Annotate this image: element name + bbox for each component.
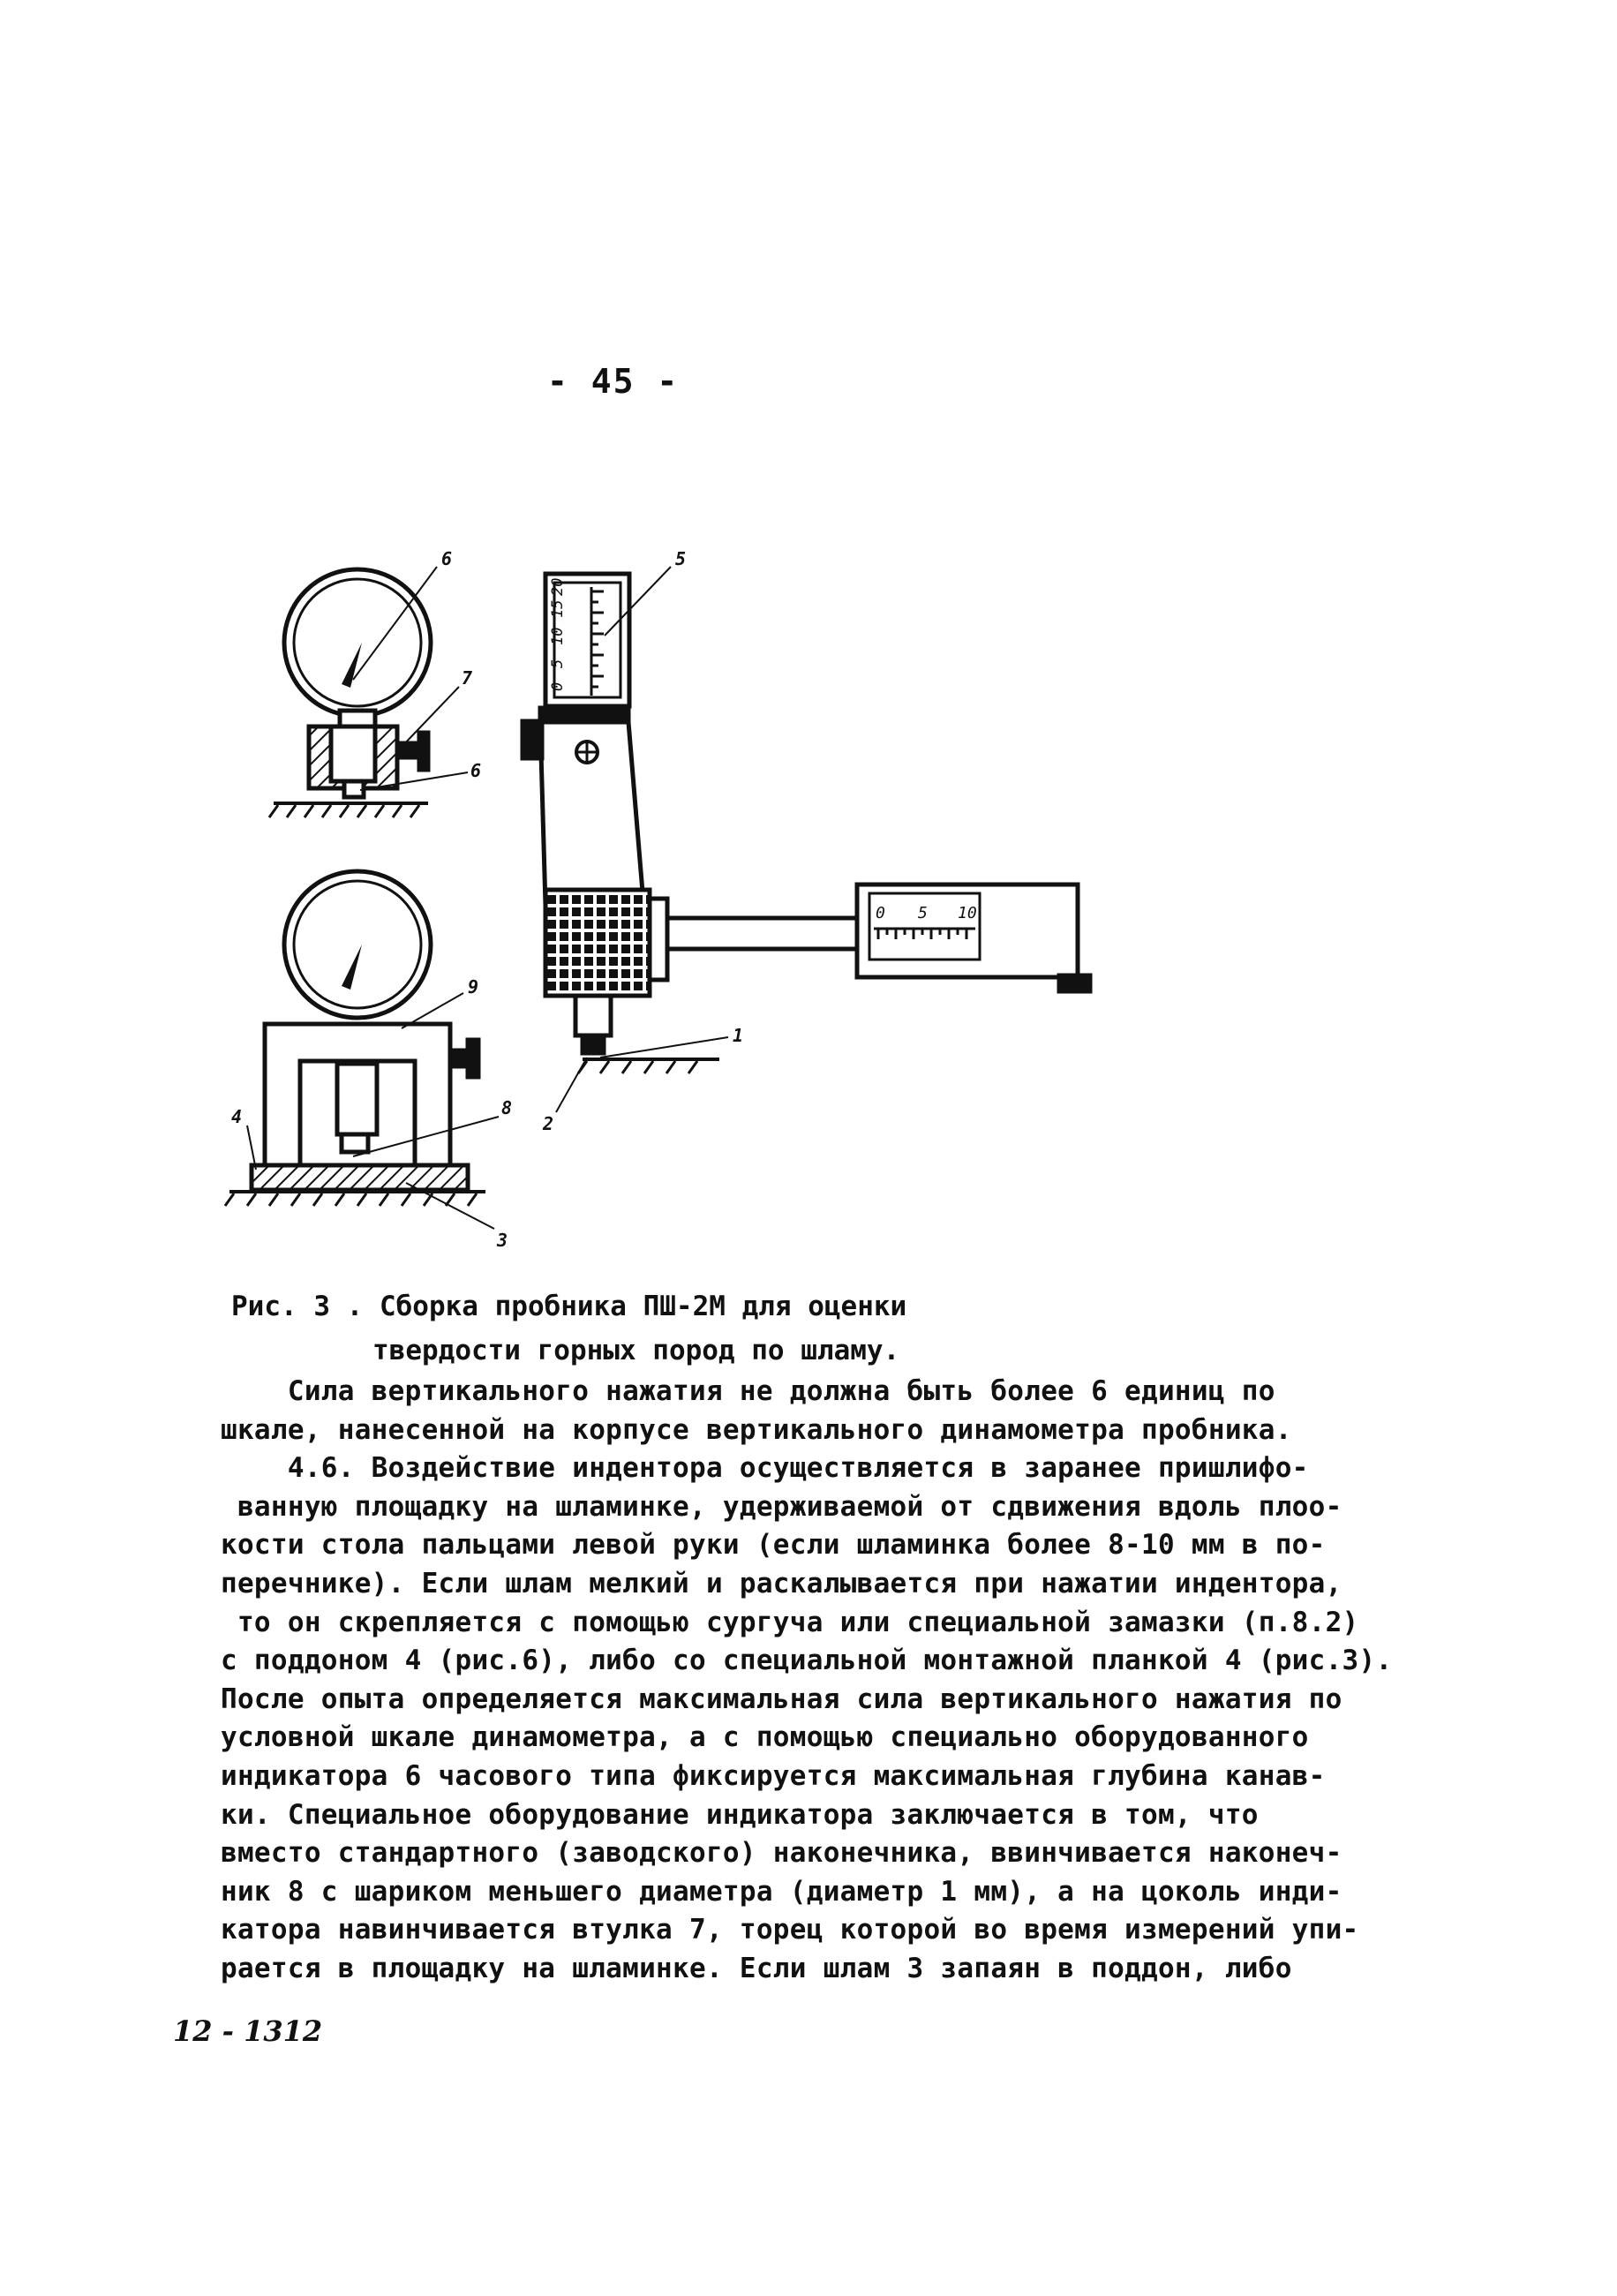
body-line: После опыта определяется максимальная сила вертикального нажатия по	[221, 1682, 1342, 1715]
caption-line-1: Рис. 3 . Сборка пробника ПШ-2М для оценки	[231, 1291, 907, 1322]
figure-label-6-top: 6	[441, 548, 453, 569]
vertical-scale-numbers	[549, 578, 567, 691]
body-line: с поддоном 4 (рис.6), либо со специальной монтажной планкой 4 (рис.3).	[221, 1645, 1393, 1677]
body-line: ник 8 с шариком меньшего диаметра (диаметр 1 мм), а на цоколь инди-	[221, 1875, 1342, 1908]
body-line: ванную площадку на шламинке, удерживаемой от сдвижения вдоль плоо-	[221, 1490, 1342, 1523]
body-line: перечнике). Если шлам мелкий и раскалывается при нажатии индентора,	[221, 1567, 1342, 1600]
caption-line-2: твердости горных пород по шламу.	[372, 1335, 900, 1366]
figure-label-3: 3	[497, 1230, 508, 1251]
body-line: катора навинчивается втулка 7, торец которой во время измерений упи-	[221, 1914, 1359, 1946]
body-line: 4.6. Воздействие индентора осуществляется в заранее пришлифо-	[221, 1452, 1309, 1485]
figure-caption	[231, 1284, 1449, 1373]
hscale-0: 0	[876, 904, 885, 922]
hscale-5: 5	[918, 904, 928, 922]
figure-label-4: 4	[231, 1106, 243, 1127]
figure-label-7: 7	[462, 667, 473, 689]
dial-indicator-stand	[225, 871, 499, 1229]
horizontal-scale-numbers	[876, 904, 977, 922]
body-line: условной шкале динамометра, а с помощью специально оборудованного	[221, 1721, 1309, 1754]
body-line: кости стола пальцами левой руки (если шламинка более 8-10 мм в по-	[221, 1529, 1326, 1562]
figure-label-1: 1	[733, 1025, 744, 1046]
body-line: то он скрепляется с помощью сургуча или специальной замазки (п.8.2)	[221, 1606, 1359, 1638]
page-number: - 45 -	[547, 362, 680, 401]
body-line: ки. Специальное оборудование индикатора заключается в том, что	[221, 1798, 1259, 1831]
figure-drawing	[212, 547, 1112, 1253]
dial-indicator-top	[269, 567, 468, 817]
vscale-0: 0	[549, 681, 567, 691]
figure-label-6-side: 6	[470, 760, 482, 781]
body-line: Сила вертикального нажатия не должна быть более 6 единиц по	[221, 1375, 1275, 1407]
body-text	[221, 1373, 1403, 1989]
figure-label-2: 2	[543, 1113, 554, 1134]
hscale-10: 10	[958, 904, 977, 922]
vscale-15: 15	[549, 599, 567, 618]
probe-assembly-figure	[212, 547, 1112, 1253]
footer-note: 12 - 1312	[173, 2014, 323, 2048]
vscale-20: 20	[549, 577, 567, 596]
figure-label-8: 8	[501, 1097, 513, 1118]
body-line: вместо стандартного (заводского) наконечника, ввинчивается наконеч-	[221, 1837, 1342, 1870]
body-line: рается в площадку на шламинке. Если шлам 3 запаян в поддон, либо	[221, 1952, 1292, 1984]
vscale-10: 10	[549, 627, 567, 645]
probe-pshch-2m	[523, 567, 1090, 1112]
figure-label-9: 9	[468, 976, 479, 997]
body-line: шкале, нанесенной на корпусе вертикального динамометра пробника.	[221, 1413, 1292, 1446]
body-line: индикатора 6 часового типа фиксируется максимальная глубина канав-	[221, 1759, 1326, 1792]
figure-label-5: 5	[675, 548, 687, 569]
vscale-5: 5	[549, 659, 567, 668]
